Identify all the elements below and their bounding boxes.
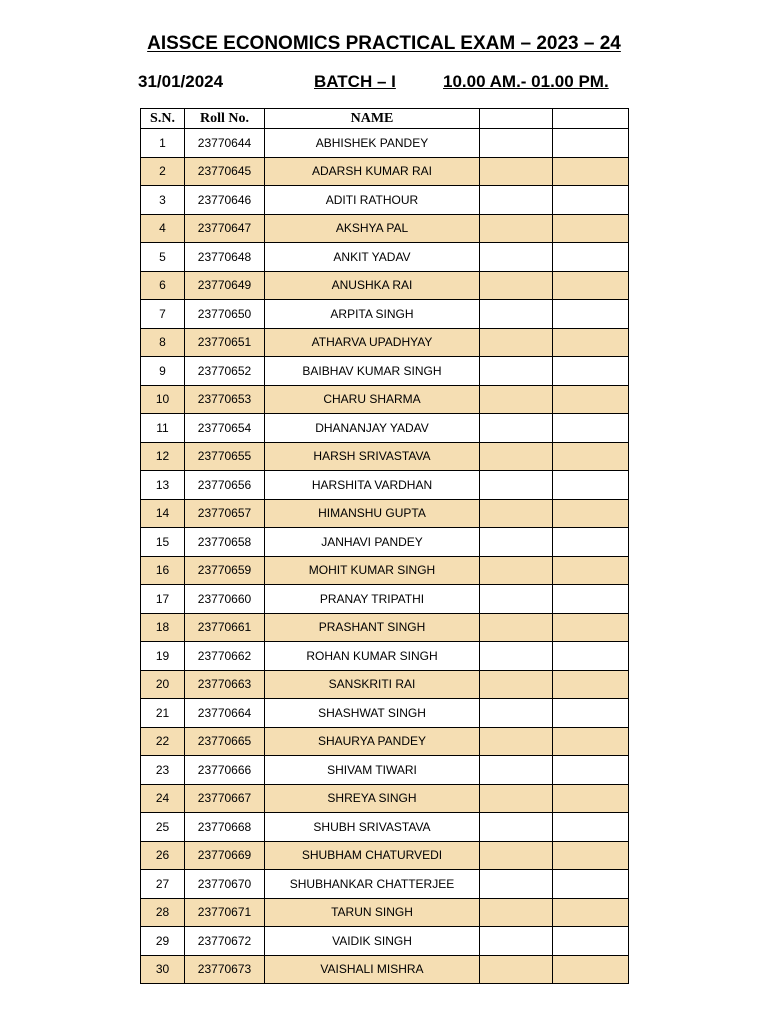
cell-blank-1 (480, 927, 553, 956)
cell-blank-1 (480, 157, 553, 186)
cell-sn: 20 (141, 670, 185, 699)
cell-blank-1 (480, 357, 553, 386)
exam-time: 10.00 AM.- 01.00 PM. (443, 72, 609, 91)
cell-roll-no: 23770646 (185, 186, 265, 215)
cell-roll-no: 23770669 (185, 841, 265, 870)
table-row (141, 499, 629, 528)
column-header-roll: Roll No. (185, 109, 265, 129)
cell-sn: 18 (141, 613, 185, 642)
cell-name: HARSH SRIVASTAVA (265, 442, 480, 471)
cell-roll-no: 23770663 (185, 670, 265, 699)
cell-blank-1 (480, 442, 553, 471)
table-body (141, 129, 629, 984)
cell-blank-1 (480, 642, 553, 671)
cell-name: BAIBHAV KUMAR SINGH (265, 357, 480, 386)
cell-roll-no: 23770660 (185, 585, 265, 614)
cell-sn: 10 (141, 385, 185, 414)
cell-name: VAISHALI MISHRA (265, 955, 480, 984)
cell-sn: 27 (141, 870, 185, 899)
cell-sn: 15 (141, 528, 185, 557)
cell-roll-no: 23770654 (185, 414, 265, 443)
cell-sn: 12 (141, 442, 185, 471)
cell-name: CHARU SHARMA (265, 385, 480, 414)
cell-roll-no: 23770648 (185, 243, 265, 272)
cell-name: SHUBHAM CHATURVEDI (265, 841, 480, 870)
cell-blank-2 (553, 357, 629, 386)
cell-blank-2 (553, 927, 629, 956)
cell-name: ROHAN KUMAR SINGH (265, 642, 480, 671)
cell-blank-2 (553, 528, 629, 557)
cell-roll-no: 23770671 (185, 898, 265, 927)
cell-blank-2 (553, 556, 629, 585)
cell-sn: 4 (141, 214, 185, 243)
cell-roll-no: 23770672 (185, 927, 265, 956)
cell-blank-1 (480, 385, 553, 414)
table-row (141, 129, 629, 158)
cell-blank-2 (553, 129, 629, 158)
cell-blank-1 (480, 556, 553, 585)
cell-name: MOHIT KUMAR SINGH (265, 556, 480, 585)
cell-blank-1 (480, 243, 553, 272)
table-row (141, 328, 629, 357)
cell-roll-no: 23770650 (185, 300, 265, 329)
column-header-sn: S.N. (141, 109, 185, 129)
cell-blank-1 (480, 300, 553, 329)
table-row (141, 898, 629, 927)
cell-blank-2 (553, 243, 629, 272)
cell-roll-no: 23770655 (185, 442, 265, 471)
table-row (141, 642, 629, 671)
cell-sn: 13 (141, 471, 185, 500)
cell-sn: 5 (141, 243, 185, 272)
cell-blank-1 (480, 670, 553, 699)
table-row (141, 727, 629, 756)
cell-sn: 25 (141, 813, 185, 842)
cell-blank-2 (553, 670, 629, 699)
cell-blank-1 (480, 756, 553, 785)
cell-name: SHIVAM TIWARI (265, 756, 480, 785)
table-row (141, 784, 629, 813)
cell-name: ADARSH KUMAR RAI (265, 157, 480, 186)
cell-name: SHUBH SRIVASTAVA (265, 813, 480, 842)
cell-sn: 29 (141, 927, 185, 956)
cell-sn: 16 (141, 556, 185, 585)
cell-roll-no: 23770668 (185, 813, 265, 842)
table-row (141, 870, 629, 899)
cell-blank-1 (480, 186, 553, 215)
cell-blank-2 (553, 813, 629, 842)
table-row (141, 927, 629, 956)
cell-blank-1 (480, 471, 553, 500)
column-header-blank-2 (553, 109, 629, 129)
cell-roll-no: 23770661 (185, 613, 265, 642)
cell-blank-2 (553, 328, 629, 357)
cell-name: SHREYA SINGH (265, 784, 480, 813)
cell-sn: 6 (141, 271, 185, 300)
cell-name: ARPITA SINGH (265, 300, 480, 329)
cell-roll-no: 23770659 (185, 556, 265, 585)
cell-blank-1 (480, 499, 553, 528)
cell-name: AKSHYA PAL (265, 214, 480, 243)
cell-sn: 26 (141, 841, 185, 870)
cell-blank-2 (553, 955, 629, 984)
cell-blank-2 (553, 157, 629, 186)
cell-blank-2 (553, 870, 629, 899)
table-row (141, 186, 629, 215)
cell-blank-2 (553, 300, 629, 329)
cell-blank-1 (480, 214, 553, 243)
cell-roll-no: 23770652 (185, 357, 265, 386)
cell-blank-2 (553, 585, 629, 614)
table-row (141, 613, 629, 642)
cell-sn: 28 (141, 898, 185, 927)
cell-name: VAIDIK SINGH (265, 927, 480, 956)
table-row (141, 414, 629, 443)
table-row (141, 442, 629, 471)
table-header-row (141, 109, 629, 129)
table-row (141, 357, 629, 386)
cell-sn: 14 (141, 499, 185, 528)
column-header-blank-1 (480, 109, 553, 129)
cell-blank-2 (553, 186, 629, 215)
table-row (141, 955, 629, 984)
cell-blank-2 (553, 385, 629, 414)
cell-blank-2 (553, 271, 629, 300)
cell-name: SHUBHANKAR CHATTERJEE (265, 870, 480, 899)
table-row (141, 585, 629, 614)
table-row (141, 271, 629, 300)
cell-name: ATHARVA UPADHYAY (265, 328, 480, 357)
cell-sn: 7 (141, 300, 185, 329)
table-row (141, 670, 629, 699)
cell-sn: 24 (141, 784, 185, 813)
cell-roll-no: 23770653 (185, 385, 265, 414)
table-row (141, 300, 629, 329)
cell-blank-1 (480, 271, 553, 300)
cell-blank-2 (553, 642, 629, 671)
cell-blank-2 (553, 613, 629, 642)
table-row (141, 157, 629, 186)
cell-blank-2 (553, 784, 629, 813)
cell-roll-no: 23770651 (185, 328, 265, 357)
cell-name: DHANANJAY YADAV (265, 414, 480, 443)
cell-blank-2 (553, 214, 629, 243)
cell-blank-1 (480, 784, 553, 813)
cell-blank-2 (553, 727, 629, 756)
cell-roll-no: 23770657 (185, 499, 265, 528)
cell-blank-2 (553, 471, 629, 500)
cell-roll-no: 23770645 (185, 157, 265, 186)
cell-sn: 22 (141, 727, 185, 756)
cell-name: PRANAY TRIPATHI (265, 585, 480, 614)
cell-name: PRASHANT SINGH (265, 613, 480, 642)
cell-blank-1 (480, 870, 553, 899)
cell-roll-no: 23770666 (185, 756, 265, 785)
cell-blank-1 (480, 528, 553, 557)
cell-name: HARSHITA VARDHAN (265, 471, 480, 500)
cell-sn: 30 (141, 955, 185, 984)
batch-label: BATCH – I (314, 72, 396, 91)
cell-sn: 21 (141, 699, 185, 728)
cell-sn: 9 (141, 357, 185, 386)
cell-blank-1 (480, 613, 553, 642)
cell-blank-1 (480, 129, 553, 158)
table-row (141, 385, 629, 414)
cell-sn: 3 (141, 186, 185, 215)
cell-roll-no: 23770665 (185, 727, 265, 756)
cell-name: ANKIT YADAV (265, 243, 480, 272)
cell-roll-no: 23770662 (185, 642, 265, 671)
cell-blank-1 (480, 585, 553, 614)
exam-title (0, 33, 768, 55)
cell-blank-2 (553, 699, 629, 728)
column-header-name: NAME (265, 109, 480, 129)
cell-blank-1 (480, 328, 553, 357)
cell-blank-1 (480, 813, 553, 842)
cell-sn: 11 (141, 414, 185, 443)
cell-roll-no: 23770647 (185, 214, 265, 243)
table-row (141, 841, 629, 870)
exam-title-text: AISSCE ECONOMICS PRACTICAL EXAM – 2023 – 24 (147, 33, 621, 54)
cell-roll-no: 23770664 (185, 699, 265, 728)
cell-roll-no: 23770673 (185, 955, 265, 984)
table-row (141, 528, 629, 557)
table-row (141, 214, 629, 243)
cell-name: TARUN SINGH (265, 898, 480, 927)
cell-name: HIMANSHU GUPTA (265, 499, 480, 528)
cell-sn: 23 (141, 756, 185, 785)
cell-name: JANHAVI PANDEY (265, 528, 480, 557)
cell-blank-2 (553, 414, 629, 443)
cell-name: SHASHWAT SINGH (265, 699, 480, 728)
cell-roll-no: 23770649 (185, 271, 265, 300)
cell-name: ABHISHEK PANDEY (265, 129, 480, 158)
cell-roll-no: 23770656 (185, 471, 265, 500)
cell-blank-1 (480, 955, 553, 984)
cell-sn: 17 (141, 585, 185, 614)
cell-blank-1 (480, 414, 553, 443)
exam-date: 31/01/2024 (138, 72, 224, 91)
table-row (141, 556, 629, 585)
cell-sn: 2 (141, 157, 185, 186)
cell-sn: 1 (141, 129, 185, 158)
table-row (141, 756, 629, 785)
cell-blank-1 (480, 898, 553, 927)
cell-roll-no: 23770670 (185, 870, 265, 899)
cell-roll-no: 23770644 (185, 129, 265, 158)
cell-name: SANSKRITI RAI (265, 670, 480, 699)
cell-name: ANUSHKA RAI (265, 271, 480, 300)
cell-sn: 8 (141, 328, 185, 357)
cell-sn: 19 (141, 642, 185, 671)
cell-blank-2 (553, 841, 629, 870)
table-row (141, 813, 629, 842)
cell-name: SHAURYA PANDEY (265, 727, 480, 756)
table-row (141, 243, 629, 272)
cell-roll-no: 23770658 (185, 528, 265, 557)
table-row (141, 471, 629, 500)
cell-blank-1 (480, 727, 553, 756)
cell-blank-2 (553, 756, 629, 785)
table-row (141, 699, 629, 728)
cell-blank-2 (553, 898, 629, 927)
cell-name: ADITI RATHOUR (265, 186, 480, 215)
student-roster-table (140, 108, 629, 984)
cell-roll-no: 23770667 (185, 784, 265, 813)
cell-blank-1 (480, 699, 553, 728)
cell-blank-2 (553, 499, 629, 528)
cell-blank-1 (480, 841, 553, 870)
cell-blank-2 (553, 442, 629, 471)
